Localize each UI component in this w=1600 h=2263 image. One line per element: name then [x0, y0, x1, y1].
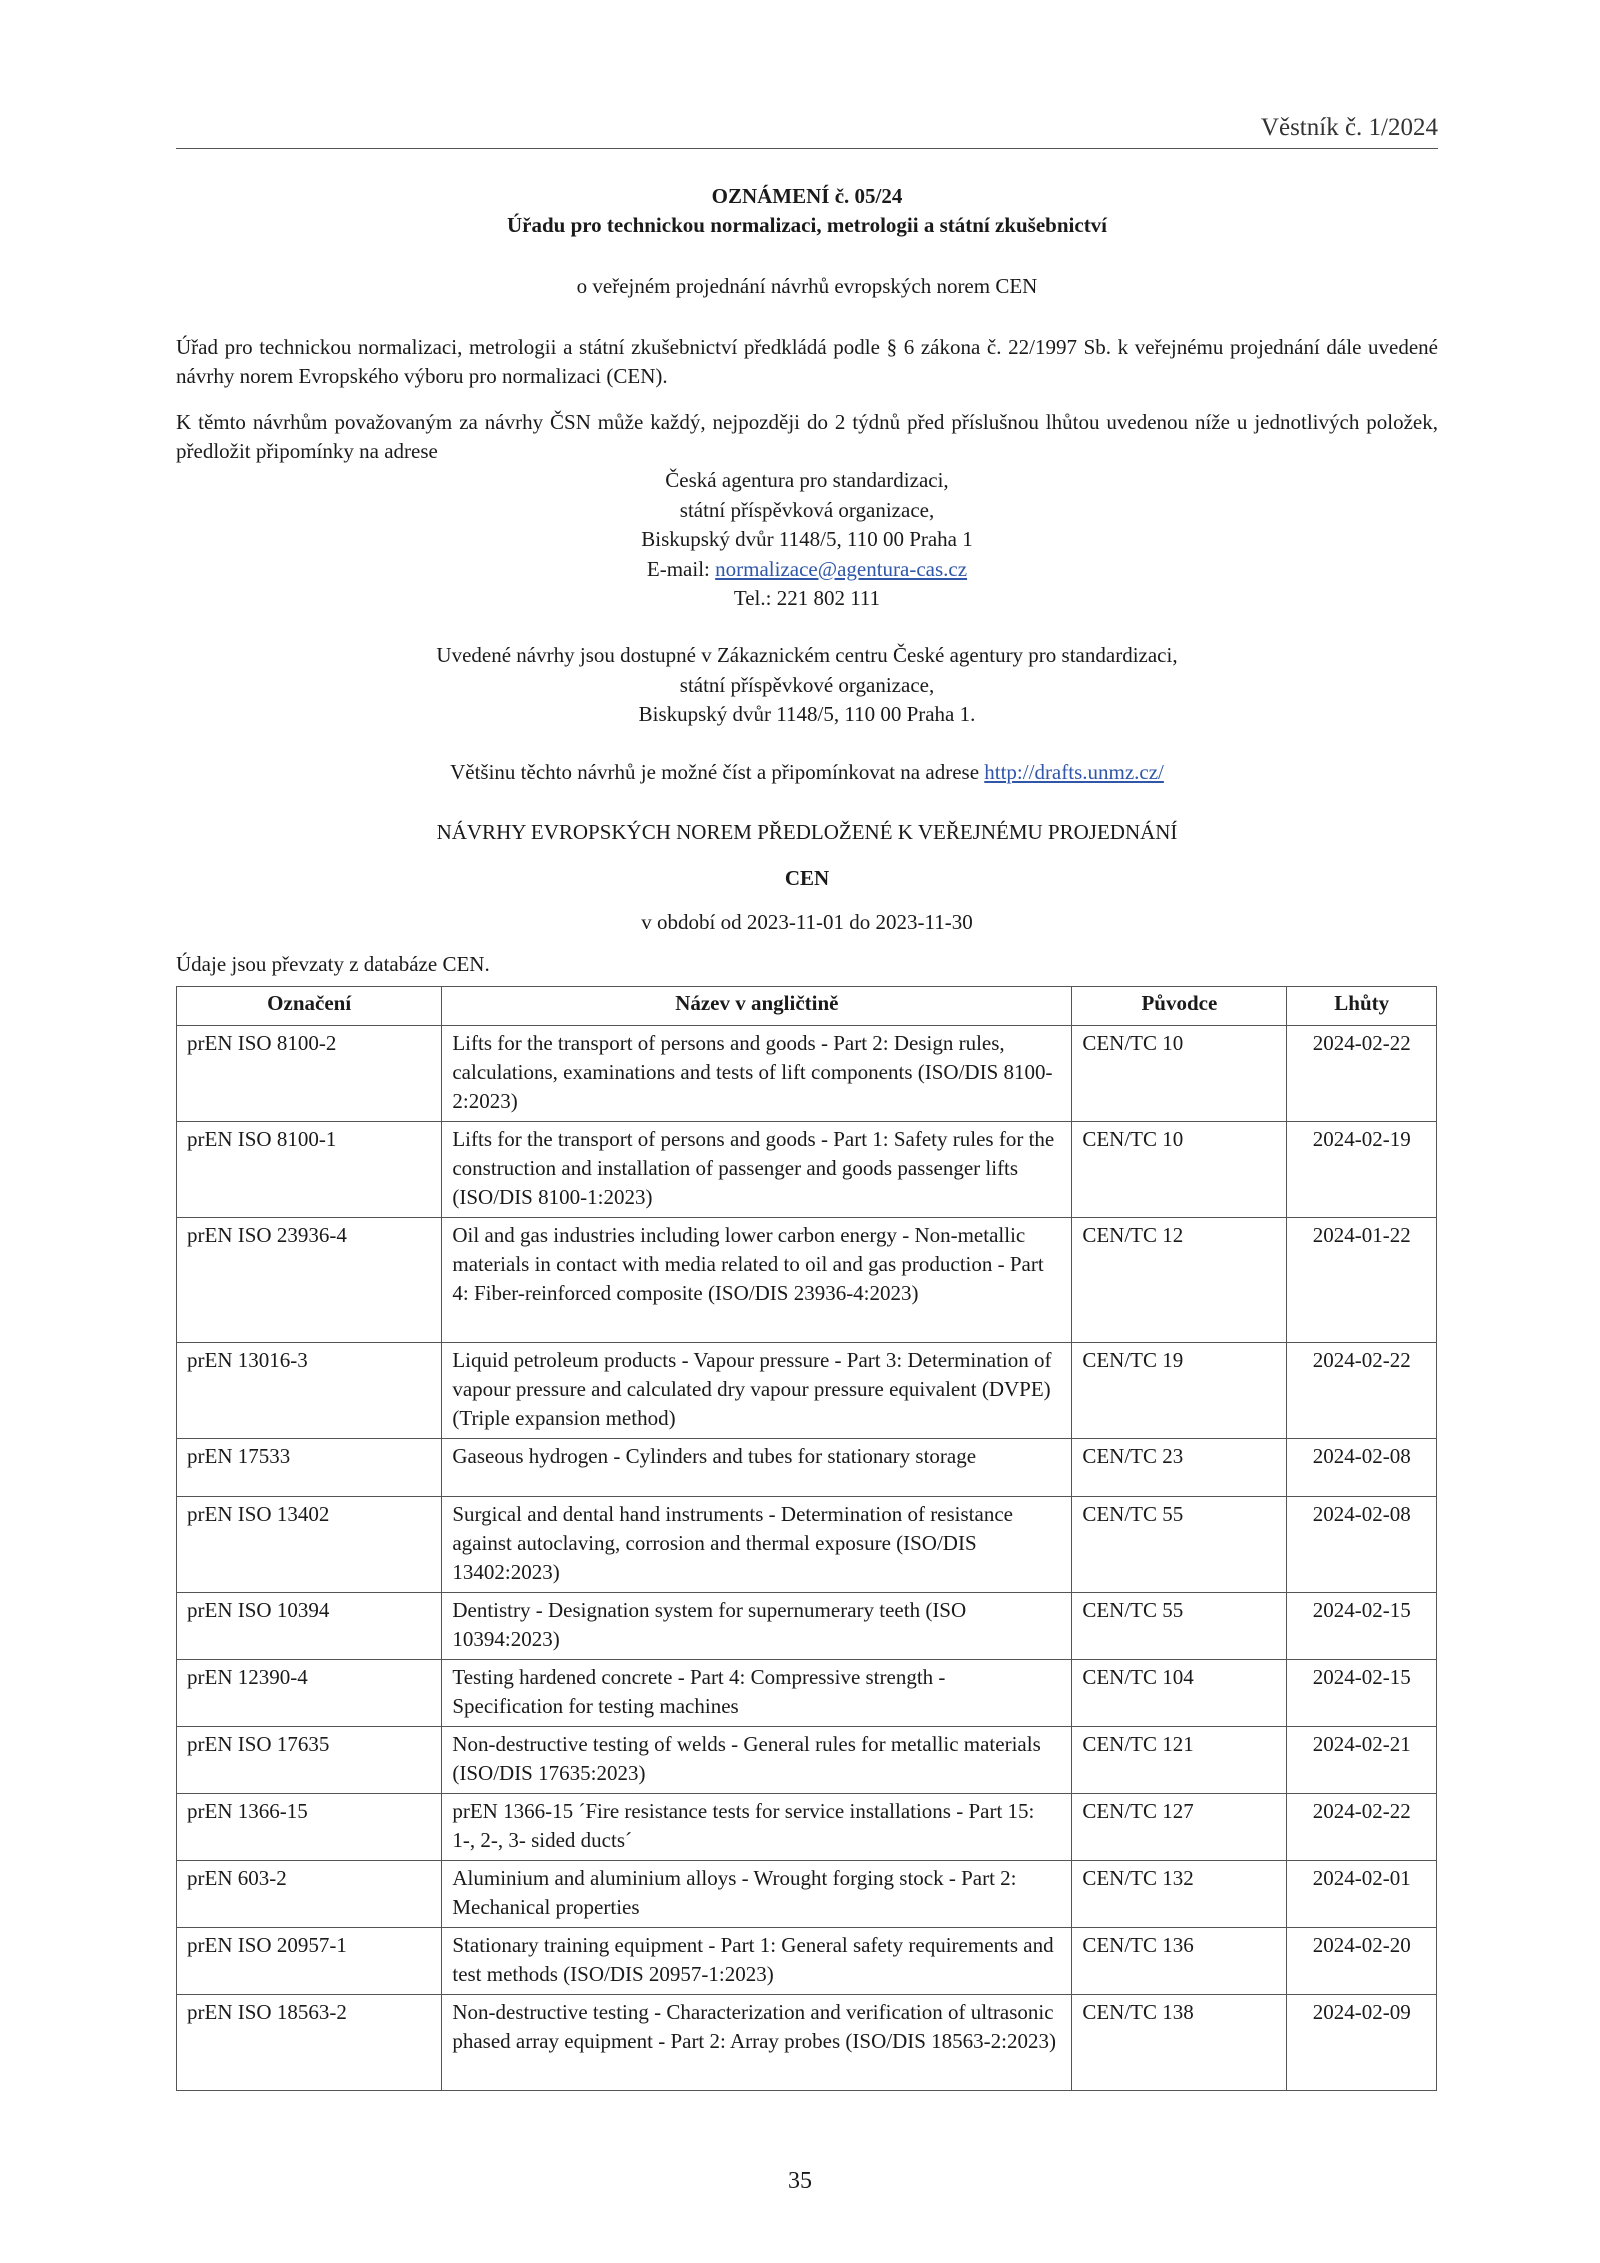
contact-address — [176, 466, 1438, 614]
cell-origin: CEN/TC 138 — [1072, 1995, 1287, 2091]
address-line: Biskupský dvůr 1148/5, 110 00 Praha 1 — [641, 527, 973, 551]
table-row — [177, 1861, 1437, 1928]
header-deadline: Lhůty — [1287, 987, 1437, 1026]
cell-name: Liquid petroleum products - Vapour pressure - Part 3: Determination of vapour pressure and calculated dry vapour pressure equivalent (DVPE) (Triple expansion method) — [442, 1343, 1072, 1439]
cell-name: Surgical and dental hand instruments - Determination of resistance against autoclaving, corrosion and thermal exposure (ISO/DIS 13402:2023) — [442, 1497, 1072, 1593]
cell-deadline: 2024-02-22 — [1287, 1026, 1437, 1122]
cell-deadline: 2024-02-19 — [1287, 1122, 1437, 1218]
table-row — [177, 1995, 1437, 2091]
notice-authority: Úřadu pro technickou normalizaci, metrologii a státní zkušebnictví — [506, 213, 1108, 237]
cell-name: Stationary training equipment - Part 1: General safety requirements and test methods (ISO/DIS 20957-1:2023) — [442, 1928, 1072, 1995]
cell-name: Oil and gas industries including lower carbon energy - Non-metallic materials in contact with media related to oil and gas production - Part 4: Fiber-reinforced composite (ISO/DIS 23936-4:2023) — [442, 1218, 1072, 1343]
cell-name: prEN 1366-15 ´Fire resistance tests for service installations - Part 15: 1-, 2-, 3- sided ducts´ — [442, 1794, 1072, 1861]
cell-origin: CEN/TC 127 — [1072, 1794, 1287, 1861]
table-row — [177, 1343, 1437, 1439]
address-line: Česká agentura pro standardizaci, — [665, 468, 949, 492]
email-link[interactable]: normalizace@agentura-cas.cz — [715, 556, 968, 581]
cell-name: Aluminium and aluminium alloys - Wrought forging stock - Part 2: Mechanical properties — [442, 1861, 1072, 1928]
cell-origin: CEN/TC 132 — [1072, 1861, 1287, 1928]
cell-origin: CEN/TC 10 — [1072, 1026, 1287, 1122]
norms-table — [176, 986, 1437, 2091]
customer-center-address — [176, 641, 1438, 730]
cell-deadline: 2024-02-15 — [1287, 1660, 1437, 1727]
cell-origin: CEN/TC 19 — [1072, 1343, 1287, 1439]
cell-origin: CEN/TC 10 — [1072, 1122, 1287, 1218]
address-line: Uvedené návrhy jsou dostupné v Zákaznickém centru České agentury pro standardizaci, — [436, 643, 1178, 667]
intro-paragraph-2: K těmto návrhům považovaným za návrhy ČSN může každý, nejpozději do 2 týdnů před příslušnou lhůtou uvedenou níže u jednotlivých položek, předložit připomínky na adrese — [176, 410, 1438, 463]
cell-code: prEN ISO 8100-2 — [177, 1026, 442, 1122]
cell-code: prEN 1366-15 — [177, 1794, 442, 1861]
table-row — [177, 1593, 1437, 1660]
cell-deadline: 2024-02-01 — [1287, 1861, 1437, 1928]
cell-deadline: 2024-01-22 — [1287, 1218, 1437, 1343]
phone-line: Tel.: 221 802 111 — [733, 586, 881, 610]
header-origin: Původce — [1072, 987, 1287, 1026]
cell-code: prEN 603-2 — [177, 1861, 442, 1928]
cell-code: prEN 13016-3 — [177, 1343, 442, 1439]
cell-origin: CEN/TC 23 — [1072, 1439, 1287, 1497]
cell-origin: CEN/TC 55 — [1072, 1497, 1287, 1593]
address-line: státní příspěvková organizace, — [679, 497, 935, 522]
cell-code: prEN ISO 18563-2 — [177, 1995, 442, 2091]
cell-origin: CEN/TC 55 — [1072, 1593, 1287, 1660]
cell-deadline: 2024-02-22 — [1287, 1343, 1437, 1439]
drafts-note — [176, 758, 1438, 788]
table-row — [177, 1928, 1437, 1995]
intro-paragraph-1: Úřad pro technickou normalizaci, metrologii a státní zkušebnictví předkládá podle § 6 zákona č. 22/1997 Sb. k veřejnému projednání dále uvedené návrhy norem Evropského výboru pro normalizaci (CEN). — [176, 335, 1438, 388]
cell-name: Lifts for the transport of persons and goods - Part 1: Safety rules for the construction and installation of passenger and goods passenger lifts (ISO/DIS 8100-1:2023) — [442, 1122, 1072, 1218]
cell-code: prEN 17533 — [177, 1439, 442, 1497]
table-row — [177, 1794, 1437, 1861]
table-row — [177, 1218, 1437, 1343]
table-row — [177, 1122, 1437, 1218]
page-number: 35 — [788, 2168, 812, 2194]
header-code: Označení — [177, 987, 442, 1026]
cell-code: prEN ISO 23936-4 — [177, 1218, 442, 1343]
drafts-text: Většinu těchto návrhů je možné číst a připomínkovat na adrese — [450, 760, 985, 784]
email-line — [176, 555, 1438, 585]
cell-name: Dentistry - Designation system for supernumerary teeth (ISO 10394:2023) — [442, 1593, 1072, 1660]
section-title: NÁVRHY EVROPSKÝCH NOREM PŘEDLOŽENÉ K VEŘEJNÉMU PROJEDNÁNÍ — [436, 820, 1178, 844]
address-line: Biskupský dvůr 1148/5, 110 00 Praha 1. — [638, 702, 976, 726]
table-header-row — [177, 987, 1437, 1026]
email-label: E-mail: — [646, 556, 716, 581]
table-row — [177, 1439, 1437, 1497]
page-header — [176, 112, 1438, 149]
cell-deadline: 2024-02-22 — [1287, 1794, 1437, 1861]
table-row — [177, 1026, 1437, 1122]
table-row — [177, 1497, 1437, 1593]
section-period: v období od 2023-11-01 do 2023-11-30 — [641, 910, 973, 934]
cell-deadline: 2024-02-15 — [1287, 1593, 1437, 1660]
section-org: CEN — [784, 866, 830, 890]
issue-label: Věstník č. 1/2024 — [1260, 114, 1438, 141]
table-row — [177, 1660, 1437, 1727]
cell-code: prEN ISO 8100-1 — [177, 1122, 442, 1218]
notice-title: OZNÁMENÍ č. 05/24 — [711, 184, 903, 208]
address-line: státní příspěvkové organizace, — [679, 672, 935, 697]
drafts-link[interactable]: http://drafts.unmz.cz/ — [984, 760, 1164, 784]
cell-code: prEN ISO 13402 — [177, 1497, 442, 1593]
cell-origin: CEN/TC 12 — [1072, 1218, 1287, 1343]
cell-name: Lifts for the transport of persons and goods - Part 2: Design rules, calculations, examinations and tests of lift components (ISO/DIS 8100-2:2023) — [442, 1026, 1072, 1122]
cell-origin: CEN/TC 136 — [1072, 1928, 1287, 1995]
cell-deadline: 2024-02-08 — [1287, 1497, 1437, 1593]
cell-code: prEN ISO 17635 — [177, 1727, 442, 1794]
cell-deadline: 2024-02-20 — [1287, 1928, 1437, 1995]
notice-subject: o veřejném projednání návrhů evropských norem CEN — [576, 274, 1038, 298]
cell-deadline: 2024-02-21 — [1287, 1727, 1437, 1794]
cell-code: prEN 12390-4 — [177, 1660, 442, 1727]
cell-name: Gaseous hydrogen - Cylinders and tubes for stationary storage — [442, 1439, 1072, 1497]
cell-deadline: 2024-02-08 — [1287, 1439, 1437, 1497]
cell-origin: CEN/TC 104 — [1072, 1660, 1287, 1727]
cell-origin: CEN/TC 121 — [1072, 1727, 1287, 1794]
cell-code: prEN ISO 10394 — [177, 1593, 442, 1660]
table-row — [177, 1727, 1437, 1794]
header-name: Název v angličtině — [442, 987, 1072, 1026]
cell-name: Non-destructive testing - Characterization and verification of ultrasonic phased array equipment - Part 2: Array probes (ISO/DIS 18563-2:2023) — [442, 1995, 1072, 2091]
cell-name: Testing hardened concrete - Part 4: Compressive strength - Specification for testing machines — [442, 1660, 1072, 1727]
cell-deadline: 2024-02-09 — [1287, 1995, 1437, 2091]
cell-name: Non-destructive testing of welds - General rules for metallic materials (ISO/DIS 17635:2023) — [442, 1727, 1072, 1794]
cell-code: prEN ISO 20957-1 — [177, 1928, 442, 1995]
data-source-note: Údaje jsou převzaty z databáze CEN. — [176, 952, 490, 976]
